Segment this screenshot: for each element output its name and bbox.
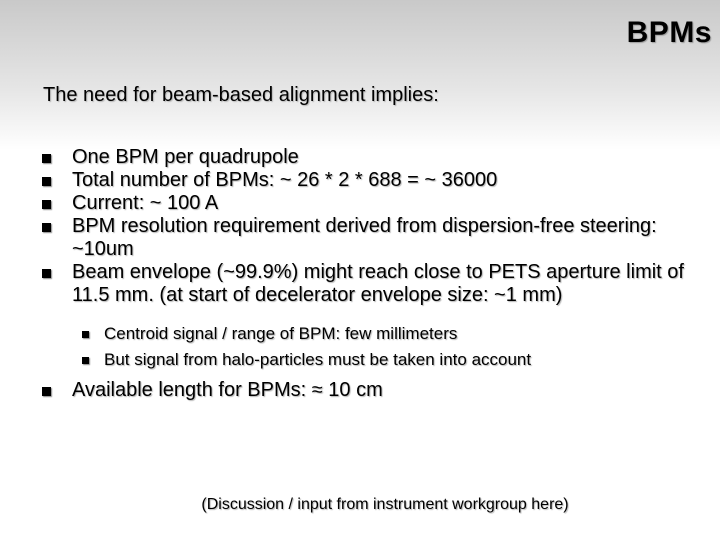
sub-bullet-list <box>72 321 702 373</box>
square-bullet-icon <box>82 331 89 338</box>
bullet-text: Available length for BPMs: ≈ 10 cm <box>72 379 383 401</box>
square-bullet-icon <box>82 357 89 364</box>
bullet-text: Beam envelope (~99.9%) might reach close to PETS aperture limit of 11.5 mm. (at start of decelerator envelope size: ~1 mm) <box>72 261 684 306</box>
square-bullet-icon <box>42 177 51 186</box>
slide-title: BPMs <box>626 16 712 49</box>
square-bullet-icon <box>42 200 51 209</box>
bullet-item <box>42 261 702 373</box>
bullet-list <box>42 146 702 402</box>
sub-bullet-item <box>72 347 702 373</box>
sub-bullet-text: But signal from halo-particles must be taken into account <box>104 350 532 369</box>
bullet-item <box>42 379 702 402</box>
footnote: (Discussion / input from instrument workgroup here) <box>201 496 569 513</box>
square-bullet-icon <box>42 154 51 163</box>
bullet-text: Current: ~ 100 A <box>72 192 219 214</box>
bullet-item <box>42 192 702 215</box>
square-bullet-icon <box>42 269 51 278</box>
bullet-item <box>42 169 702 192</box>
bullet-text: BPM resolution requirement derived from dispersion-free steering: ~10um <box>72 215 657 260</box>
square-bullet-icon <box>42 223 51 232</box>
bullet-text: Total number of BPMs: ~ 26 * 2 * 688 = ~ 36000 <box>72 169 498 191</box>
bullet-item <box>42 146 702 169</box>
sub-bullet-item <box>72 321 702 347</box>
square-bullet-icon <box>42 387 51 396</box>
sub-bullet-text: Centroid signal / range of BPM: few millimeters <box>104 324 458 343</box>
bullet-item <box>42 215 702 261</box>
intro-text: The need for beam-based alignment implies: <box>43 84 439 106</box>
bullet-text: One BPM per quadrupole <box>72 146 299 168</box>
